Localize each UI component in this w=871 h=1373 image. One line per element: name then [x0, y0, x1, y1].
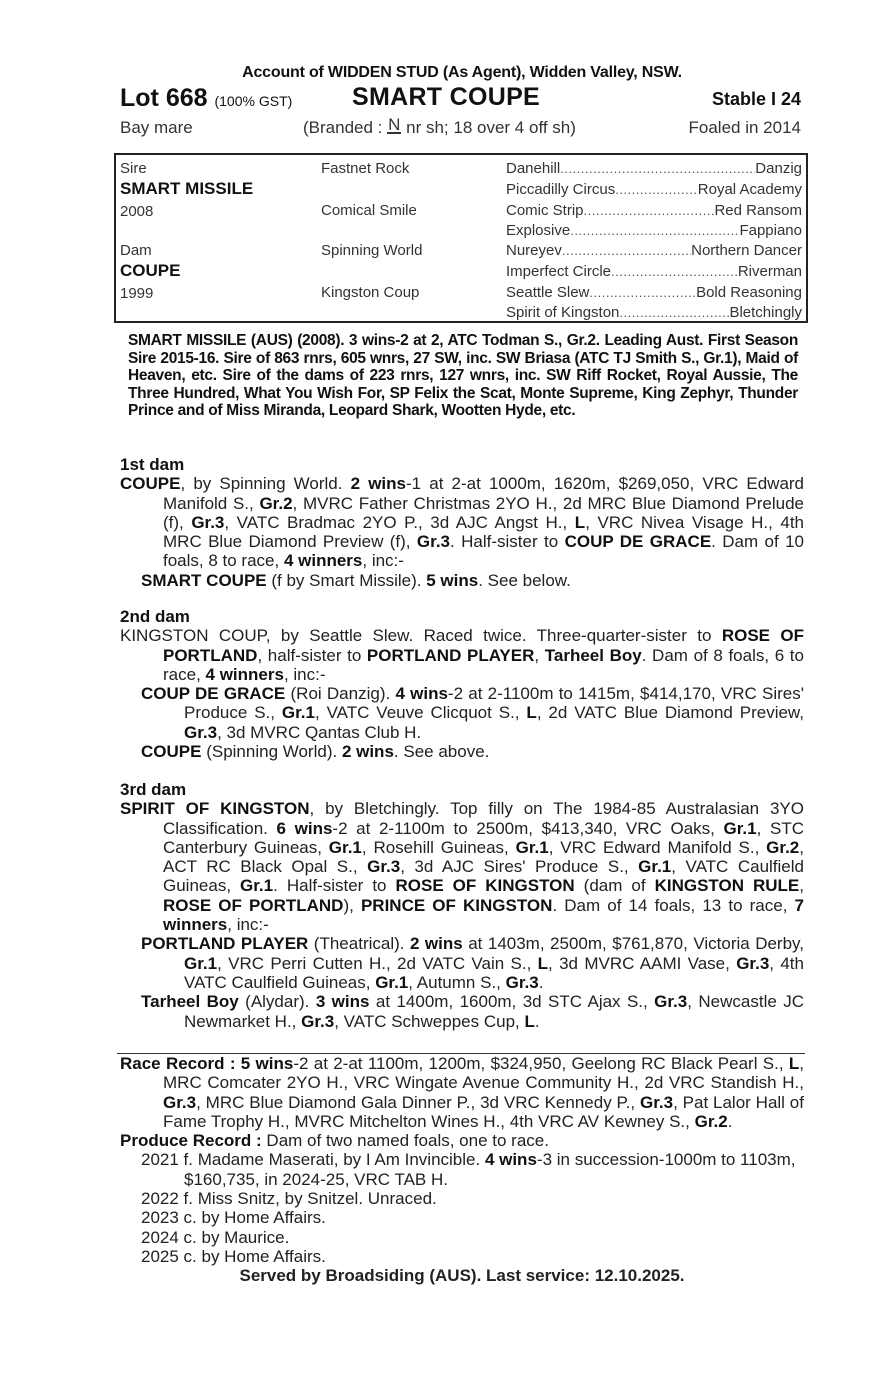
text-run: . — [727, 1111, 733, 1131]
bold-text: Gr.1 — [240, 876, 274, 896]
bold-text: 2 wins — [350, 474, 406, 494]
bold-text: Gr.1 — [723, 818, 757, 838]
bold-text: PORTLAND PLAYER — [141, 934, 309, 954]
third-dam-text — [120, 799, 804, 934]
third-gen-row — [506, 263, 802, 280]
third-dam-progeny — [120, 992, 804, 1031]
granddam-sire-side: Comical Smile — [321, 202, 417, 219]
bold-text: 5 wins — [426, 570, 479, 590]
text-run: , VATC Bradmac 2YO P., 3d AJC Angst H., — [224, 512, 575, 532]
brand-glyph: N — [388, 115, 401, 134]
bold-text: Gr.2 — [694, 1111, 728, 1131]
ancestor-sire: Bletchingly — [729, 304, 802, 321]
bold-text: COUPE — [141, 742, 202, 762]
third-gen-row — [506, 222, 802, 239]
bold-text: Gr.3 — [416, 532, 451, 552]
text-run: . — [538, 972, 544, 992]
catalogue-header — [120, 64, 804, 138]
records-section — [120, 1054, 804, 1286]
text-run: . Dam of 14 foals, 13 to race, — [552, 895, 795, 915]
text-run: , VRC Perri Cutten H., 2d VATC Vain S., — [217, 953, 538, 973]
brand-info — [303, 115, 576, 138]
bold-text: SPIRIT OF KINGSTON — [120, 799, 310, 819]
bold-text: Race Record : — [120, 1054, 241, 1073]
produce-item — [120, 1228, 804, 1247]
leader-dots — [570, 222, 739, 239]
race-record — [120, 1054, 804, 1131]
dam-year: 1999 — [120, 285, 154, 302]
ancestor-name: Nureyev — [506, 242, 562, 259]
sire-name: SMART MISSILE — [120, 179, 254, 198]
text-run: , VATC Veuve Clicquot S., — [314, 703, 527, 723]
second-dam-heading: 2nd dam — [120, 607, 190, 626]
bold-text: 2 wins — [409, 934, 463, 954]
ancestor-sire: Red Ransom — [714, 202, 802, 219]
bold-text: L — [526, 703, 537, 723]
text-run: . See below. — [478, 570, 571, 590]
bold-text: Gr.2 — [766, 837, 800, 857]
text-run: , VRC Edward Manifold S., — [548, 837, 767, 857]
lot-line — [120, 84, 804, 114]
text-run: , — [799, 876, 804, 896]
bold-text: SMART COUPE — [141, 570, 267, 590]
leader-dots — [562, 242, 691, 259]
service-note: Served by Broadsiding (AUS). Last service: 12.10.2025. — [239, 1266, 685, 1286]
text-run: at 1400m, 1600m, 3d STC Ajax S., — [369, 992, 655, 1012]
sire-year: 2008 — [120, 203, 154, 220]
bold-text: Tarheel Boy — [141, 992, 239, 1012]
text-run: , Newcastle JC Newmarket H., — [184, 992, 804, 1031]
text-run: -2 at 2-at 1100m, 1200m, $324,950, Geelong RC Black Pearl S., — [293, 1054, 789, 1073]
bold-text: COUPE — [120, 474, 181, 494]
bold-text: Gr.3 — [640, 1092, 674, 1112]
text-run: 2023 c. by Home Affairs. — [141, 1208, 326, 1228]
bold-text: 4 wins — [395, 684, 448, 704]
text-run: , Pat Lalor Hall of Fame Trophy H., MVRC Mitchelton Wines H., 4th VRC AV Kewney S., — [163, 1092, 804, 1131]
dam-name: COUPE — [120, 261, 181, 280]
bold-text: ROSE OF PORTLAND — [163, 895, 344, 915]
bold-text: Gr.1 — [515, 837, 549, 857]
text-run: 2024 c. by Maurice. — [141, 1227, 290, 1247]
bold-text: ROSE OF PORTLAND — [163, 626, 805, 665]
text-run: . Dam of 10 foals, 8 to race, — [163, 532, 805, 571]
ancestor-sire: Riverman — [737, 263, 802, 280]
ancestor-name: Piccadilly Circus — [506, 181, 616, 198]
bold-text: ROSE OF KINGSTON — [395, 876, 575, 896]
bold-text: Gr.3 — [163, 1092, 197, 1112]
grandsire-sire-side: Fastnet Rock — [321, 160, 410, 177]
text-run: (Spinning World). — [201, 742, 342, 762]
brand-prefix: (Branded : — [303, 118, 383, 137]
bold-text: COUP DE GRACE — [564, 532, 712, 552]
text-run: , VRC Nivea Visage H., 4th MRC Blue Diamond Preview (f), — [163, 512, 804, 552]
third-gen-row — [506, 284, 802, 301]
brand-suffix: nr sh; 18 over 4 off sh) — [406, 118, 576, 137]
text-run: -1 at 2-at 1000m, 1620m, $269,050, VRC Edward Manifold S., — [163, 474, 805, 513]
text-run: , — [534, 645, 545, 665]
leader-dots — [619, 304, 729, 321]
text-run: , 4th VATC Caulfield Guineas, — [184, 953, 804, 992]
text-run: , STC Canterbury Guineas, — [163, 818, 804, 857]
leader-dots — [615, 181, 698, 198]
leader-dots — [589, 284, 696, 301]
ancestor-sire: Fappiano — [739, 222, 802, 239]
produce-record-intro: Dam of two named foals, one to race. — [261, 1131, 549, 1151]
text-run: . Dam of 8 foals, 6 to race, — [163, 645, 804, 684]
bold-text: Gr.1 — [375, 972, 409, 992]
bold-text: 5 wins — [240, 1054, 294, 1073]
horse-description: Bay mare — [120, 118, 193, 137]
bold-text: PORTLAND PLAYER — [366, 645, 535, 665]
third-gen-row — [506, 202, 802, 219]
first-dam-progeny — [120, 571, 804, 590]
ancestor-name: Explosive — [506, 222, 571, 239]
text-run: . — [534, 1011, 540, 1031]
text-run: , 3d MVRC Qantas Club H. — [217, 722, 422, 742]
horse-name: SMART COUPE — [352, 83, 541, 111]
produce-item — [120, 1150, 804, 1189]
text-run: -3 in succession-1000m to 1103m, $160,735, in 2024-25, VRC TAB H. — [184, 1150, 796, 1189]
bold-text: KINGSTON RULE — [654, 876, 800, 896]
text-run: . Half-sister to — [273, 876, 396, 896]
bold-text: 6 wins — [276, 818, 333, 838]
third-gen-row — [506, 181, 802, 198]
sire-label: Sire — [120, 160, 147, 177]
dam-label: Dam — [120, 242, 152, 259]
ancestor-name: Comic Strip — [506, 202, 584, 219]
bold-text: 2 wins — [341, 742, 394, 762]
produce-item — [120, 1247, 804, 1266]
foaled-year: Foaled in 2014 — [688, 118, 801, 137]
vendor-account: Account of WIDDEN STUD (As Agent), Widden Valley, NSW. — [242, 64, 682, 81]
bold-text: 7 winners — [163, 895, 805, 935]
ancestor-name: Seattle Slew — [506, 284, 590, 301]
bold-text: Gr.1 — [328, 837, 362, 857]
description-line — [120, 114, 804, 138]
grandsire-dam-side: Spinning World — [321, 242, 423, 259]
bold-text: Gr.3 — [191, 512, 225, 532]
third-gen-row — [506, 304, 802, 321]
leader-dots — [560, 160, 755, 177]
text-run: , ACT RC Black Opal S., — [163, 837, 804, 877]
text-run: , MRC Comcater 2YO H., VRC Wingate Avenue Community H., 2d VRC Standish H., — [163, 1054, 804, 1093]
produce-item — [120, 1189, 804, 1208]
bold-text: Gr.1 — [638, 857, 672, 877]
text-run: , 3d AJC Sires' Produce S., — [400, 857, 639, 877]
text-run: 2025 c. by Home Affairs. — [141, 1246, 326, 1266]
text-run: (dam of — [574, 876, 655, 896]
text-run: , VATC Caulfield Guineas, — [163, 857, 804, 896]
ancestor-name: Imperfect Circle — [506, 263, 612, 280]
text-run: , by Bletchingly. Top filly on The 1984-85 Australasian 3YO Classification. — [163, 799, 804, 838]
bold-text: Gr.3 — [505, 972, 539, 992]
text-run: . See above. — [393, 742, 490, 762]
granddam-dam-side: Kingston Coup — [321, 284, 420, 301]
text-run: , 2d VATC Blue Diamond Preview, — [536, 703, 804, 723]
text-run: (Roi Danzig). — [285, 684, 396, 704]
bold-text: Gr.3 — [184, 722, 218, 742]
text-run: -2 at 2-1100m to 1415m, $414,170, VRC Sires' Produce S., — [184, 684, 804, 723]
gst-note: (100% GST) — [214, 93, 293, 109]
bold-text: L — [574, 512, 586, 532]
text-run: (Theatrical). — [308, 934, 410, 954]
text-run: 2022 f. Miss Snitz, by Snitzel. Unraced. — [141, 1189, 437, 1209]
bold-text: L — [537, 953, 549, 973]
third-dam-heading: 3rd dam — [120, 780, 187, 799]
produce-item — [120, 1208, 804, 1227]
bold-text: 3 wins — [315, 992, 370, 1012]
text-run: , inc:- — [227, 915, 269, 935]
text-run: , half-sister to — [257, 645, 367, 665]
produce-record-heading: Produce Record : — [120, 1131, 262, 1151]
leader-dots — [584, 202, 715, 219]
bold-text: 4 wins — [484, 1150, 537, 1170]
third-dam-progeny — [120, 934, 804, 992]
produce-record — [120, 1131, 804, 1150]
bold-text: Gr.3 — [301, 1011, 335, 1031]
bold-text: PRINCE OF KINGSTON — [360, 895, 553, 915]
first-dam-heading: 1st dam — [120, 455, 185, 474]
bold-text: Gr.3 — [367, 857, 401, 877]
bold-text: 4 winners — [283, 551, 363, 571]
text-run: at 1403m, 2500m, $761,870, Victoria Derby, — [462, 934, 805, 954]
text-run: (Alydar). — [238, 992, 316, 1012]
text-run: KINGSTON COUP, by Seattle Slew. Raced twice. Three-quarter-sister to — [120, 626, 722, 646]
first-dam-section — [120, 455, 804, 590]
second-dam-progeny — [120, 742, 804, 761]
text-run: , inc:- — [362, 551, 404, 571]
sire-summary: SMART MISSILE (AUS) (2008). 3 wins-2 at 2, ATC Todman S., Gr.2. Leading Aust. First Season Sire 2015-16. Sire of 863 rnrs, 605 wnrs, 27 SW, inc. SW Briasa (ATC TJ Smith S., Gr.1), Maid of Heaven, etc. Sire of the dams of 223 rnrs, 127 wnrs, inc. SW Riff Rocket, Royal Aussie, The Three Hundred, What You Wish For, SP Felix the Scat, Monte Supreme, King Zephyr, Thunder Prince and of Miss Miranda, Leopard Shark, Wootten Hyde, etc. — [128, 332, 798, 419]
bold-text: Gr.2 — [259, 493, 293, 513]
lot-label: Lot 668 — [120, 84, 208, 112]
ancestor-sire: Danzig — [755, 160, 802, 177]
second-dam-text — [120, 626, 804, 684]
third-gen-row — [506, 242, 802, 259]
text-run: , Rosehill Guineas, — [361, 837, 516, 857]
ancestor-name: Spirit of Kingston — [506, 304, 620, 321]
bold-text: Gr.1 — [281, 703, 315, 723]
bold-text: 4 winners — [205, 664, 284, 684]
text-run: , MVRC Father Christmas 2YO H., 2d MRC Blue Diamond Prelude (f), — [163, 493, 804, 532]
text-run: , Autumn S., — [408, 972, 506, 992]
text-run: 2021 f. Madame Maserati, by I Am Invincible. — [141, 1150, 485, 1170]
bold-text: Gr.3 — [654, 992, 688, 1012]
bold-text: Tarheel Boy — [544, 645, 642, 665]
bold-text: L — [788, 1054, 800, 1073]
leader-dots — [611, 263, 738, 280]
bold-text: L — [524, 1011, 535, 1031]
ancestor-sire: Bold Reasoning — [696, 284, 802, 301]
stable-location: Stable I 24 — [711, 89, 801, 109]
pedigree-table — [114, 153, 808, 323]
text-run: , inc:- — [283, 664, 326, 684]
third-dam-section — [120, 780, 804, 1031]
ancestor-sire: Northern Dancer — [691, 242, 802, 259]
text-run: , 3d MVRC AAMI Vase, — [548, 953, 737, 973]
ancestor-sire: Royal Academy — [697, 181, 802, 198]
text-run: , VATC Schweppes Cup, — [334, 1011, 525, 1031]
text-run: , by Spinning World. — [180, 474, 351, 494]
text-run: -2 at 2-1100m to 2500m, $413,340, VRC Oaks, — [332, 818, 724, 838]
first-dam-text — [120, 474, 804, 570]
lot-number — [120, 84, 292, 113]
text-run: . Half-sister to — [450, 532, 565, 552]
text-run: , MRC Blue Diamond Gala Dinner P., 3d VRC Kennedy P., — [196, 1092, 640, 1112]
bold-text: Gr.1 — [184, 953, 218, 973]
third-gen-row — [506, 160, 802, 177]
ancestor-name: Danehill — [506, 160, 561, 177]
bold-text: Gr.3 — [736, 953, 770, 973]
second-dam-section — [120, 607, 804, 761]
bold-text: COUP DE GRACE — [141, 684, 286, 704]
text-run: (f by Smart Missile). — [266, 570, 427, 590]
text-run: ), — [343, 895, 361, 915]
second-dam-progeny — [120, 684, 804, 742]
